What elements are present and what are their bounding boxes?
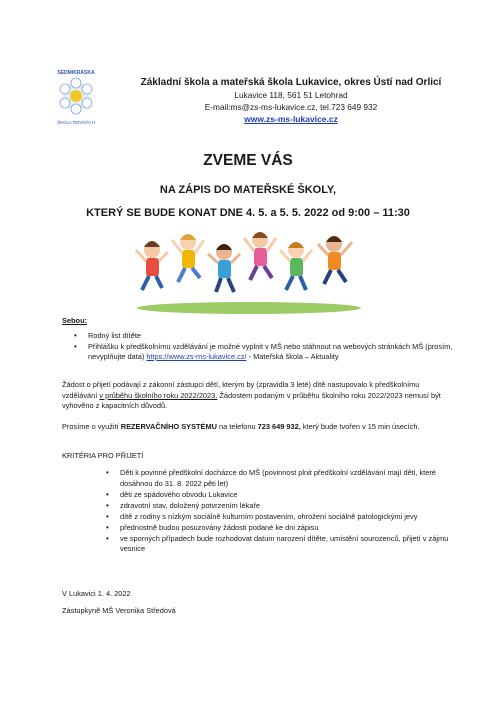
- list-item: • zdravotní stav, doložený potvrzením lékaře: [120, 501, 470, 512]
- paragraph2-end: který bude tvořen v 15 min úsecích.: [300, 422, 420, 431]
- place-date: V Lukavici 1. 4. 2022: [62, 589, 131, 598]
- criteria-heading: KRITÉRIA PRO PŘIJETÍ: [62, 451, 144, 460]
- school-website-link[interactable]: www.zs-ms-lukavice.cz: [244, 114, 338, 124]
- svg-text:SEDMIKRÁSKA: SEDMIKRÁSKA: [57, 70, 95, 76]
- paragraph2-mid: na telefonu: [216, 422, 258, 431]
- reservation-phone: 723 649 932,: [257, 422, 301, 431]
- application-paragraph: [62, 380, 446, 412]
- list-item: • Děti k povinné předškolní docházce do MŠ (povinnost plnit předškolní vzdělávání mají děti, které dosáhnou do 31. 8. 2022 pěti let): [120, 468, 470, 489]
- daisy-icon: [60, 78, 92, 114]
- paragraph2-start: Prosíme o využití: [62, 422, 121, 431]
- list-item: • přednostně budou posuzovány žádosti podané ke dni zápisu: [120, 523, 470, 534]
- list-item: [88, 331, 478, 342]
- subheadline: NA ZÁPIS DO MATEŘSKÉ ŠKOLY,: [159, 184, 337, 196]
- signature: Zástupkyně MŠ Veronika Středová: [62, 606, 176, 615]
- list-item: [88, 342, 478, 363]
- school-logo: [52, 66, 100, 128]
- application-download-link[interactable]: https://www.zs-ms-lukavice.cz/: [146, 352, 247, 361]
- date-line: KTERÝ SE BUDE KONAT DNE 4. 5. a 5. 5. 2022 od 9:00 – 11:30: [86, 207, 410, 219]
- bring-heading: Sebou:: [62, 316, 88, 325]
- paragraph1-end: Žádostem podaným v průběhu školního roku 2022/2023 nemusí být vyhověno z kapacitních důvodů.: [62, 390, 441, 410]
- bring-list: [62, 331, 478, 363]
- criteria-list: [96, 468, 470, 556]
- school-name: Základní škola a mateřská škola Lukavice, okres Ústí nad Orlicí: [140, 77, 442, 88]
- paragraph1-start: Žádost o přijetí podávají z zákonní zástupci dětí, kterým by (zpravidla 3 leté) dítě nastupovalo k předškolnímu vzdělávání: [62, 380, 420, 400]
- list-item: • děti ze spádového obvodu Lukavice: [120, 490, 470, 501]
- school-contact: E-mail:ms@zs-ms-lukavice.cz, tel.723 649 932: [204, 102, 378, 112]
- reservation-paragraph: [62, 422, 432, 433]
- svg-text:ŠKOLA ROVNÝCH: ŠKOLA ROVNÝCH: [57, 120, 95, 125]
- list-item: • ve sporných případech bude rozhodovat datum narození dítěte, umístění sourozenců, přijetí v zájmu vesnice: [120, 534, 470, 555]
- bring-item-birth-certificate: Rodný list dítěte: [88, 331, 141, 340]
- school-address: Lukavice 118, 561 51 Letohrad: [234, 90, 348, 100]
- jumping-children-illustration: [130, 228, 368, 318]
- bring-item-application: Přihlášku k předškolnímu vzdělávání je možné vyplnit v MŠ nebo stáhnout na webových stránkách MŠ (prosím, nevyplňujte data): [88, 341, 453, 361]
- reservation-system-label: REZERVAČNÍHO SYSTÉMU: [120, 422, 217, 431]
- paragraph1-underlined: v průběhu školního roku 2022/2023.: [99, 390, 218, 400]
- list-item: • dítě z rodiny s nízkým sociálně kulturním postavením, ohrožení sociálně patologickými jevy: [120, 512, 470, 523]
- headline: ZVEME VÁS: [203, 152, 293, 169]
- bring-item-tail: - Mateřská škola – Aktuality: [248, 352, 339, 361]
- school-header: [126, 76, 456, 125]
